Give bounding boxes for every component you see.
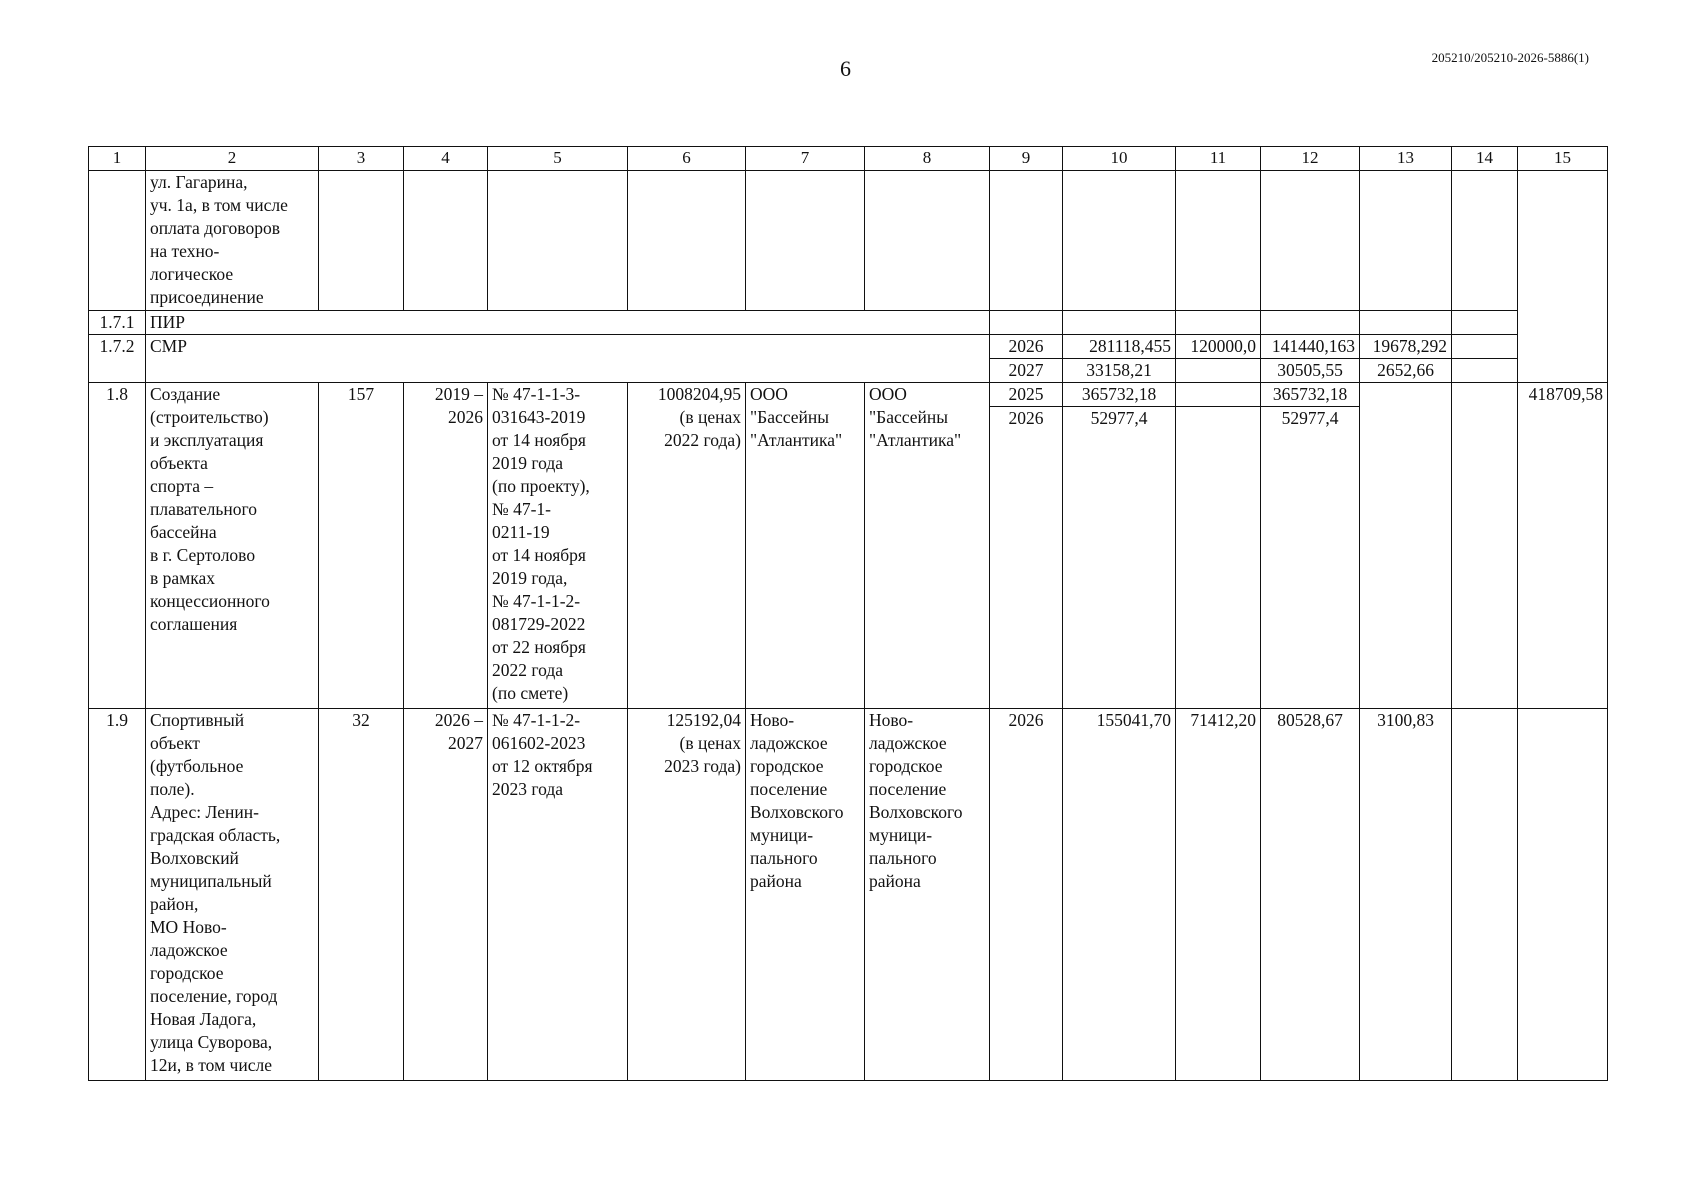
estimate-cell: 1008204,95 (в ценах 2022 года) <box>628 383 746 709</box>
cell <box>746 171 865 311</box>
capacity-cell: 157 <box>319 383 404 709</box>
amount-cell: 120000,0 <box>1176 335 1261 359</box>
amount-cell: 365732,18 <box>1063 383 1176 407</box>
amount-cell <box>1176 359 1261 383</box>
row-number: 1.8 <box>89 383 146 709</box>
col-header: 15 <box>1518 147 1608 171</box>
cell <box>89 171 146 311</box>
cell <box>1452 383 1518 709</box>
cell <box>1261 171 1360 311</box>
cell <box>1518 171 1608 383</box>
amount-cell: 365732,18 <box>1261 383 1360 407</box>
col-header: 5 <box>488 147 628 171</box>
expertise-cell: № 47-1-1-2- 061602-2023 от 12 октября 2023 года <box>488 709 628 1081</box>
cell <box>1063 171 1176 311</box>
amount-cell: 141440,163 <box>1261 335 1360 359</box>
cell <box>865 171 990 311</box>
amount-cell <box>1176 383 1261 407</box>
year-cell: 2026 <box>990 407 1063 709</box>
year-cell: 2027 <box>990 359 1063 383</box>
amount-cell: 3100,83 <box>1360 709 1452 1081</box>
amount-cell: 80528,67 <box>1261 709 1360 1081</box>
amount-cell: 19678,292 <box>1360 335 1452 359</box>
table-row-1-9 <box>89 709 1608 1081</box>
cell <box>1518 709 1608 1081</box>
amount-cell: 281118,455 <box>1063 335 1176 359</box>
col-header: 3 <box>319 147 404 171</box>
object-name-cell: Создание (строительство) и эксплуатация объекта спорта – плавательного бассейна в г. Сертолово в рамках концессионного соглашения <box>146 383 319 709</box>
document-id: 205210/205210-2026-5886(1) <box>1431 50 1589 65</box>
year-cell: 2025 <box>990 383 1063 407</box>
cell <box>488 171 628 311</box>
cell <box>1360 171 1452 311</box>
year-cell: 2026 <box>990 709 1063 1081</box>
amount-cell: 52977,4 <box>1063 407 1176 709</box>
capacity-cell: 32 <box>319 709 404 1081</box>
cell <box>1452 171 1518 311</box>
cell <box>1452 311 1518 335</box>
expertise-cell: № 47-1-1-3- 031643-2019 от 14 ноября 2019 года (по проекту), № 47-1- 0211-19 от 14 ноября 2019 года, № 47-1-1-2- 081729-2022 от 22 ноября 2022 года (по смете) <box>488 383 628 709</box>
table-row-1-7-1 <box>89 311 1608 335</box>
cell <box>990 311 1063 335</box>
col-header: 7 <box>746 147 865 171</box>
col-header: 10 <box>1063 147 1176 171</box>
cell <box>1176 171 1261 311</box>
col-header: 14 <box>1452 147 1518 171</box>
amount-cell: 71412,20 <box>1176 709 1261 1081</box>
amount-cell: 52977,4 <box>1261 407 1360 709</box>
table-row-1-7-2 <box>89 335 1608 359</box>
table-row-1-8 <box>89 383 1608 407</box>
row-number: 1.9 <box>89 709 146 1081</box>
col-header: 12 <box>1261 147 1360 171</box>
cell <box>1452 709 1518 1081</box>
column-number-row <box>89 147 1608 171</box>
cell <box>990 171 1063 311</box>
amount-cell: 33158,21 <box>1063 359 1176 383</box>
cell <box>1452 335 1518 359</box>
cell <box>1261 311 1360 335</box>
period-cell: 2026 – 2027 <box>404 709 488 1081</box>
cell <box>1360 311 1452 335</box>
developer-cell: ООО "Бассейны "Атлантика" <box>865 383 990 709</box>
table-row-continuation <box>89 171 1608 311</box>
cell <box>1360 383 1452 709</box>
row-number: 1.7.1 <box>89 311 146 335</box>
amount-cell: 2652,66 <box>1360 359 1452 383</box>
cell <box>404 171 488 311</box>
col-header: 13 <box>1360 147 1452 171</box>
amount-cell: 418709,58 <box>1518 383 1608 709</box>
amount-cell: 30505,55 <box>1261 359 1360 383</box>
object-name-cell: Спортивный объект (футбольное поле). Адрес: Ленин- градская область, Волховский муниципальный район, МО Ново- ладожское городское поселение, город Новая Ладога, улица Суворова, 12и, в том числе <box>146 709 319 1081</box>
cell <box>1452 359 1518 383</box>
row-number: 1.7.2 <box>89 335 146 383</box>
customer-cell: ООО "Бассейны "Атлантика" <box>746 383 865 709</box>
col-header: 2 <box>146 147 319 171</box>
cell <box>1063 311 1176 335</box>
cell <box>319 171 404 311</box>
cell <box>1176 311 1261 335</box>
col-header: 1 <box>89 147 146 171</box>
cell <box>628 171 746 311</box>
customer-cell: Ново- ладожское городское поселение Волховского муници- пального района <box>746 709 865 1081</box>
object-name-cell: ул. Гагарина, уч. 1а, в том числе оплата договоров на техно- логическое присоединение <box>146 171 319 311</box>
col-header: 4 <box>404 147 488 171</box>
section-label: СМР <box>146 335 990 383</box>
budget-table <box>88 146 1608 1081</box>
year-cell: 2026 <box>990 335 1063 359</box>
section-label: ПИР <box>146 311 990 335</box>
col-header: 8 <box>865 147 990 171</box>
developer-cell: Ново- ладожское городское поселение Волховского муници- пального района <box>865 709 990 1081</box>
estimate-cell: 125192,04 (в ценах 2023 года) <box>628 709 746 1081</box>
col-header: 9 <box>990 147 1063 171</box>
amount-cell <box>1176 407 1261 709</box>
amount-cell: 155041,70 <box>1063 709 1176 1081</box>
col-header: 6 <box>628 147 746 171</box>
page-number: 6 <box>840 56 851 81</box>
period-cell: 2019 – 2026 <box>404 383 488 709</box>
col-header: 11 <box>1176 147 1261 171</box>
